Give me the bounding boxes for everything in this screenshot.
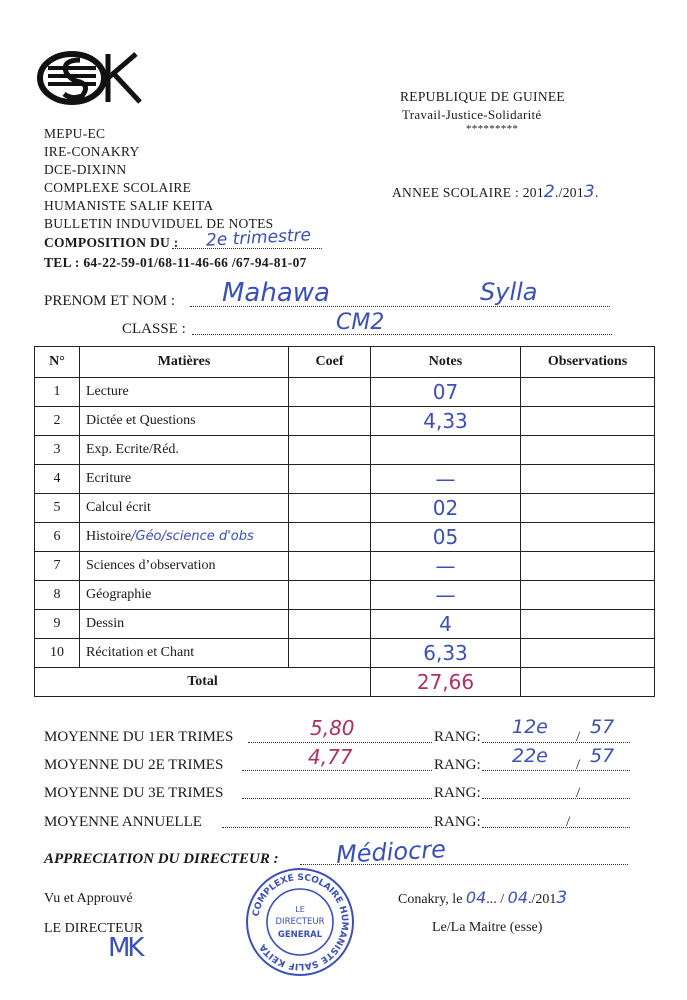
class-label: CLASSE : bbox=[122, 321, 186, 337]
school-tel: TEL : 64-22-59-01/68-11-46-66 /67-94-81-07 bbox=[44, 255, 307, 270]
row-number: 7 bbox=[35, 552, 80, 581]
row-number: 2 bbox=[35, 407, 80, 436]
rang-separator: / bbox=[576, 729, 581, 745]
row-subject bbox=[80, 523, 289, 552]
row-observation bbox=[521, 552, 655, 581]
rang-value: 12e bbox=[512, 716, 548, 738]
row-note: — bbox=[371, 465, 521, 494]
table-row bbox=[35, 581, 655, 610]
composition-label: COMPOSITION DU : bbox=[44, 235, 179, 250]
table-row bbox=[35, 610, 655, 639]
row-number: 8 bbox=[35, 581, 80, 610]
row-subject: Calcul écrit bbox=[80, 494, 289, 523]
republic-name: REPUBLIQUE DE GUINEE bbox=[400, 89, 565, 104]
republic-motto: Travail-Justice-Solidarité bbox=[402, 107, 542, 122]
row-coef bbox=[289, 436, 371, 465]
row-note: 4,33 bbox=[371, 407, 521, 436]
row-number: 6 bbox=[35, 523, 80, 552]
class-value: CM2 bbox=[336, 310, 385, 335]
school-line: COMPLEXE SCOLAIRE bbox=[44, 180, 192, 195]
average-label: MOYENNE DU 2E TRIMES bbox=[44, 757, 224, 773]
school-year-label: ANNEE SCOLAIRE : 201 bbox=[392, 185, 544, 200]
vu-approuve: Vu et Approuvé bbox=[44, 891, 133, 906]
row-subject: Sciences d’observation bbox=[80, 552, 289, 581]
composition-value: 2e trimestre bbox=[205, 225, 312, 251]
row-coef bbox=[289, 523, 371, 552]
row-observation bbox=[521, 378, 655, 407]
row-subject: Récitation et Chant bbox=[80, 639, 289, 668]
row-number: 5 bbox=[35, 494, 80, 523]
rang-separator: / bbox=[576, 757, 581, 773]
school-line: HUMANISTE SALIF KEITA bbox=[44, 198, 214, 213]
appreciation-value: Médiocre bbox=[335, 835, 447, 869]
row-observation bbox=[521, 523, 655, 552]
date-separator: / bbox=[500, 892, 505, 907]
average-value: 5,80 bbox=[310, 716, 355, 740]
class-dots bbox=[192, 334, 612, 335]
row-number: 9 bbox=[35, 610, 80, 639]
school-logo bbox=[36, 48, 146, 108]
average-label: MOYENNE ANNUELLE bbox=[44, 814, 202, 830]
table-row bbox=[35, 407, 655, 436]
col-header-coef: Coef bbox=[289, 347, 371, 378]
school-year bbox=[392, 184, 599, 201]
row-coef bbox=[289, 610, 371, 639]
date-month: 04 bbox=[507, 888, 529, 907]
school-year-a: 2 bbox=[543, 182, 555, 202]
row-observation bbox=[521, 581, 655, 610]
stamp-line3: GENERAL bbox=[277, 930, 323, 940]
row-observation bbox=[521, 465, 655, 494]
maitre-label: Le/La Maitre (esse) bbox=[432, 920, 543, 935]
average-dots bbox=[248, 742, 432, 743]
total-value: 27,66 bbox=[371, 668, 521, 697]
rang-dots bbox=[482, 798, 630, 799]
row-coef bbox=[289, 494, 371, 523]
stamp-line1: LE bbox=[295, 905, 305, 914]
table-row bbox=[35, 523, 655, 552]
row-coef bbox=[289, 552, 371, 581]
rang-dots bbox=[482, 770, 630, 771]
row-coef bbox=[289, 639, 371, 668]
total-observation bbox=[521, 668, 655, 697]
school-year-b: 3 bbox=[583, 182, 596, 202]
col-header-observations: Observations bbox=[521, 347, 655, 378]
date-place-label: Conakry, le bbox=[398, 892, 463, 907]
table-row bbox=[35, 639, 655, 668]
row-observation bbox=[521, 407, 655, 436]
row-number: 1 bbox=[35, 378, 80, 407]
date-day: 04 bbox=[465, 888, 487, 907]
average-label: MOYENNE DU 3E TRIMES bbox=[44, 785, 224, 801]
average-value: 4,77 bbox=[308, 745, 353, 769]
row-observation bbox=[521, 436, 655, 465]
rang-label: RANG: bbox=[434, 814, 481, 830]
row-subject: Géographie bbox=[80, 581, 289, 610]
row-note: 02 bbox=[371, 494, 521, 523]
row-note: 4 bbox=[371, 610, 521, 639]
school-line: MEPU-EC bbox=[44, 126, 106, 141]
row-subject: Dessin bbox=[80, 610, 289, 639]
row-number: 4 bbox=[35, 465, 80, 494]
student-first-name: Mahawa bbox=[222, 278, 330, 308]
rang-dots bbox=[482, 742, 630, 743]
row-subject: Dictée et Questions bbox=[80, 407, 289, 436]
row-coef bbox=[289, 581, 371, 610]
row-coef bbox=[289, 378, 371, 407]
date-year-digit: 3 bbox=[556, 888, 568, 908]
table-row bbox=[35, 465, 655, 494]
row-observation bbox=[521, 639, 655, 668]
average-label: MOYENNE DU 1ER TRIMES bbox=[44, 729, 234, 745]
rang-separator: / bbox=[566, 814, 571, 830]
table-row bbox=[35, 378, 655, 407]
col-header-notes: Notes bbox=[371, 347, 521, 378]
row-coef bbox=[289, 465, 371, 494]
row-subject-handwritten: /Géo/science d'obs bbox=[131, 529, 254, 544]
rang-dots bbox=[482, 827, 630, 828]
rang-label: RANG: bbox=[434, 757, 481, 773]
row-observation bbox=[521, 494, 655, 523]
total-row bbox=[35, 668, 655, 697]
row-note: — bbox=[371, 581, 521, 610]
table-row bbox=[35, 494, 655, 523]
col-header-subject: Matières bbox=[80, 347, 289, 378]
school-line: BULLETIN INDUVIDUEL DE NOTES bbox=[44, 216, 274, 231]
rang-label: RANG: bbox=[434, 785, 481, 801]
directeur-label: LE DIRECTEUR bbox=[44, 921, 144, 936]
average-dots bbox=[222, 827, 432, 828]
average-dots bbox=[242, 770, 432, 771]
school-line: IRE-CONAKRY bbox=[44, 144, 140, 159]
date-place: Conakry, le 04... / 04./2013 bbox=[398, 888, 568, 908]
row-note: — bbox=[371, 552, 521, 581]
grades-table bbox=[34, 346, 655, 697]
school-line: DCE-DIXINN bbox=[44, 162, 127, 177]
directeur-signature: MK bbox=[108, 933, 142, 963]
row-coef bbox=[289, 407, 371, 436]
rang-label: RANG: bbox=[434, 729, 481, 745]
rang-separator: / bbox=[576, 785, 581, 801]
name-label: PRENOM ET NOM : bbox=[44, 293, 175, 309]
table-header-row bbox=[35, 347, 655, 378]
stamp-line2: DIRECTEUR bbox=[275, 917, 325, 927]
rang-total: 57 bbox=[590, 745, 615, 767]
rang-total: 57 bbox=[590, 716, 615, 738]
row-note: 6,33 bbox=[371, 639, 521, 668]
school-year-end: . bbox=[595, 185, 599, 200]
stamp-ring-text: COMPLEXE SCOLAIRE HUMANISTE SALIF KEITA bbox=[251, 872, 350, 972]
appreciation-label: APPRECIATION DU DIRECTEUR : bbox=[44, 851, 279, 867]
republic-stars: ********* bbox=[466, 123, 519, 135]
rang-value: 22e bbox=[512, 745, 548, 767]
row-subject: Exp. Ecrite/Réd. bbox=[80, 436, 289, 465]
average-dots bbox=[242, 798, 432, 799]
row-note: 05 bbox=[371, 523, 521, 552]
row-number: 3 bbox=[35, 436, 80, 465]
row-subject: Ecriture bbox=[80, 465, 289, 494]
row-observation bbox=[521, 610, 655, 639]
school-year-mid: ./201 bbox=[555, 185, 584, 200]
row-subject-text: Histoire bbox=[86, 529, 132, 544]
total-label: Total bbox=[35, 668, 371, 697]
table-row bbox=[35, 552, 655, 581]
col-header-number: N° bbox=[35, 347, 80, 378]
student-last-name: Sylla bbox=[480, 278, 538, 306]
table-row bbox=[35, 436, 655, 465]
row-note bbox=[371, 436, 521, 465]
row-number: 10 bbox=[35, 639, 80, 668]
date-year-prefix: /201 bbox=[531, 892, 557, 907]
row-subject: Lecture bbox=[80, 378, 289, 407]
row-note: 07 bbox=[371, 378, 521, 407]
director-stamp bbox=[244, 866, 356, 978]
